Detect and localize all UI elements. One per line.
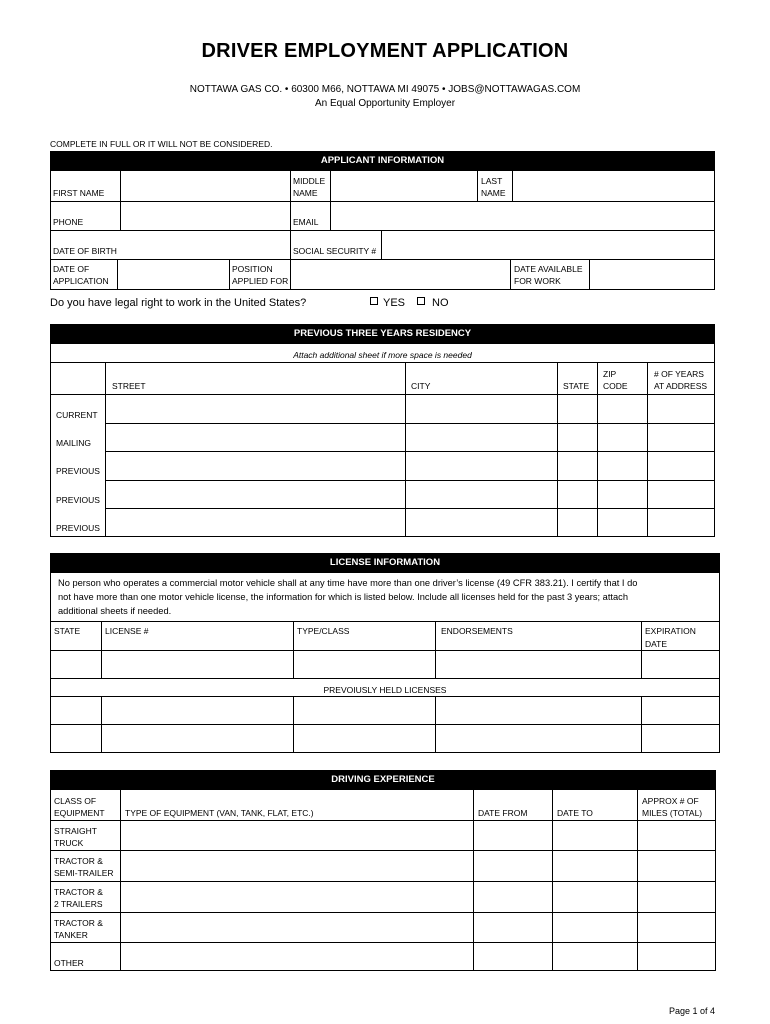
middle-name-label-1: MIDDLE <box>293 176 326 186</box>
completion-note: COMPLETE IN FULL OR IT WILL NOT BE CONSIDERED. <box>50 139 273 149</box>
residency-attach-note: Attach additional sheet if more space is needed <box>293 350 472 360</box>
row-mailing: MAILING <box>56 438 91 448</box>
no-checkbox[interactable] <box>417 297 425 305</box>
applicant-info-header: APPLICANT INFORMATION <box>50 151 715 170</box>
phone-field[interactable] <box>121 202 289 229</box>
yes-checkbox[interactable] <box>370 297 378 305</box>
position-field[interactable] <box>291 260 509 289</box>
email-label: EMAIL <box>293 217 319 227</box>
avail-field[interactable] <box>590 260 714 289</box>
exp-col-miles-2: MILES (TOTAL) <box>642 808 703 818</box>
ssn-field[interactable] <box>382 231 714 258</box>
exp-col-class-1: CLASS OF <box>54 796 97 806</box>
no-label: NO <box>432 297 449 309</box>
ssn-label: SOCIAL SECURITY # <box>293 246 377 256</box>
lic-col-type: TYPE/CLASS <box>297 626 350 636</box>
dob-label: DATE OF BIRTH <box>53 246 117 256</box>
exp-col-miles-1: APPROX # OF <box>642 796 699 806</box>
exp-col-to: DATE TO <box>557 808 593 818</box>
exp-col-class-2: EQUIPMENT <box>54 808 105 818</box>
exp-row-straight-2: TRUCK <box>54 838 84 848</box>
first-name-field[interactable] <box>121 171 289 200</box>
last-name-label-2: NAME <box>481 188 506 198</box>
exp-row-tanker-1: TRACTOR & <box>54 918 103 928</box>
col-zip-2: CODE <box>603 381 628 391</box>
exp-row-straight-1: STRAIGHT <box>54 826 97 836</box>
lic-col-state: STATE <box>54 626 81 636</box>
yes-label: YES <box>383 297 406 309</box>
exp-row-other: OTHER <box>54 958 84 968</box>
license-paragraph-2: not have more than one motor vehicle license, the information for which is listed below. Include all licenses held for the past 3 years; attach <box>58 592 629 602</box>
last-name-label-1: LAST <box>481 176 503 186</box>
legal-right-question: Do you have legal right to work in the United States? <box>50 297 307 309</box>
doa-field[interactable] <box>118 260 228 289</box>
dob-field[interactable] <box>121 231 289 258</box>
position-label-1: POSITION <box>232 264 273 274</box>
exp-row-semi-2: SEMI-TRAILER <box>54 868 114 878</box>
email-field[interactable] <box>331 202 714 229</box>
residency-header: PREVIOUS THREE YEARS RESIDENCY <box>50 324 715 343</box>
page-number: Page 1 of 4 <box>668 1006 715 1016</box>
license-paragraph-1: No person who operates a commercial motor vehicle shall at any time have more than one driver’s license (49 CFR 383.21). I certify that I do <box>58 578 638 588</box>
lic-col-endorse: ENDORSEMENTS <box>441 626 513 636</box>
exp-row-semi-1: TRACTOR & <box>54 856 103 866</box>
row-previous-3: PREVIOUS <box>56 523 100 533</box>
exp-col-from: DATE FROM <box>478 808 528 818</box>
row-previous-2: PREVIOUS <box>56 495 100 505</box>
license-header: LICENSE INFORMATION <box>50 553 720 572</box>
row-current: CURRENT <box>56 410 98 420</box>
lic-col-license: LICENSE # <box>105 626 149 636</box>
doa-label-1: DATE OF <box>53 264 90 274</box>
license-paragraph-3: additional sheets if needed. <box>58 606 172 616</box>
middle-name-field[interactable] <box>331 171 476 200</box>
first-name-label: FIRST NAME <box>53 188 105 198</box>
col-state: STATE <box>563 381 590 391</box>
position-label-2: APPLIED FOR <box>232 276 289 286</box>
exp-row-2trailers-1: TRACTOR & <box>54 887 103 897</box>
col-years-1: # OF YEARS <box>654 369 704 379</box>
col-street: STREET <box>112 381 146 391</box>
lic-col-exp-2: DATE <box>645 639 668 649</box>
middle-name-label-2: NAME <box>293 188 318 198</box>
experience-header: DRIVING EXPERIENCE <box>50 770 716 789</box>
previously-held-label: PREVOIUSLY HELD LICENSES <box>323 685 447 695</box>
avail-label-1: DATE AVAILABLE <box>514 264 583 274</box>
form-title: DRIVER EMPLOYMENT APPLICATION <box>201 40 569 62</box>
tagline: An Equal Opportunity Employer <box>314 98 456 109</box>
avail-label-2: FOR WORK <box>514 276 561 286</box>
exp-row-tanker-2: TANKER <box>54 930 88 940</box>
company-line: NOTTAWA GAS CO. • 60300 M66, NOTTAWA MI 49075 • JOBS@NOTTAWAGAS.COM <box>189 84 581 95</box>
col-years-2: AT ADDRESS <box>654 381 708 391</box>
row-previous-1: PREVIOUS <box>56 466 100 476</box>
exp-col-type: TYPE OF EQUIPMENT (VAN, TANK, FLAT, ETC.) <box>125 808 314 818</box>
last-name-field[interactable] <box>513 171 714 200</box>
phone-label: PHONE <box>53 217 84 227</box>
lic-col-exp-1: EXPIRATION <box>645 626 696 636</box>
col-zip-1: ZIP <box>603 369 617 379</box>
exp-row-2trailers-2: 2 TRAILERS <box>54 899 103 909</box>
doa-label-2: APPLICATION <box>53 276 109 286</box>
col-city: CITY <box>411 381 431 391</box>
